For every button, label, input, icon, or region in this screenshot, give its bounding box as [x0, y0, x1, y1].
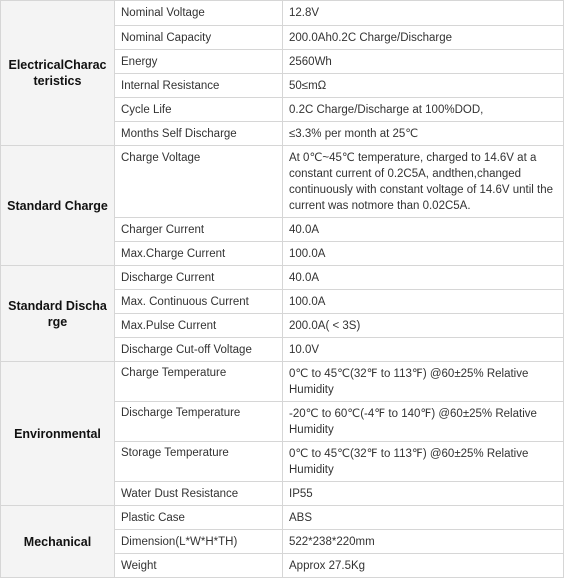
- param-cell: Charge Temperature: [115, 362, 283, 402]
- param-cell: Weight: [115, 554, 283, 578]
- param-cell: Max. Continuous Current: [115, 290, 283, 314]
- param-cell: Discharge Cut-off Voltage: [115, 338, 283, 362]
- value-cell: 40.0A: [283, 266, 564, 290]
- category-cell: Standard Discharge: [1, 266, 115, 362]
- value-cell: 200.0Ah0.2C Charge/Discharge: [283, 26, 564, 50]
- table-row: [1, 1, 564, 26]
- param-cell: Charger Current: [115, 218, 283, 242]
- value-cell: 0℃ to 45℃(32℉ to 113℉) @60±25% Relative Humidity: [283, 362, 564, 402]
- table-row: [1, 266, 564, 290]
- value-cell: 200.0A( < 3S): [283, 314, 564, 338]
- param-cell: Months Self Discharge: [115, 122, 283, 146]
- value-cell: 0.2C Charge/Discharge at 100%DOD,: [283, 98, 564, 122]
- table-row: [1, 146, 564, 218]
- param-cell: Energy: [115, 50, 283, 74]
- value-cell: IP55: [283, 482, 564, 506]
- param-cell: Charge Voltage: [115, 146, 283, 218]
- table-row: [1, 362, 564, 402]
- param-cell: Nominal Capacity: [115, 26, 283, 50]
- param-cell: Max.Charge Current: [115, 242, 283, 266]
- value-cell: Approx 27.5Kg: [283, 554, 564, 578]
- value-cell: ≤3.3% per month at 25℃: [283, 122, 564, 146]
- param-cell: Storage Temperature: [115, 442, 283, 482]
- value-cell: 10.0V: [283, 338, 564, 362]
- param-cell: Internal Resistance: [115, 74, 283, 98]
- value-cell: 522*238*220mm: [283, 530, 564, 554]
- value-cell: 0℃ to 45℃(32℉ to 113℉) @60±25% Relative Humidity: [283, 442, 564, 482]
- category-cell: Environmental: [1, 362, 115, 506]
- param-cell: Nominal Voltage: [115, 1, 283, 26]
- param-cell: Max.Pulse Current: [115, 314, 283, 338]
- param-cell: Dimension(L*W*H*TH): [115, 530, 283, 554]
- category-cell: Standard Charge: [1, 146, 115, 266]
- table-row: [1, 506, 564, 530]
- param-cell: Discharge Temperature: [115, 402, 283, 442]
- category-cell: ElectricalCharacteristics: [1, 1, 115, 146]
- value-cell: 50≤mΩ: [283, 74, 564, 98]
- value-cell: 100.0A: [283, 242, 564, 266]
- value-cell: -20℃ to 60℃(-4℉ to 140℉) @60±25% Relative Humidity: [283, 402, 564, 442]
- value-cell: At 0℃~45℃ temperature, charged to 14.6V at a constant current of 0.2C5A, andthen,changed continuously with constant voltage of 14.6V until the current was notmore than 0.02C5A.: [283, 146, 564, 218]
- param-cell: Cycle Life: [115, 98, 283, 122]
- param-cell: Plastic Case: [115, 506, 283, 530]
- value-cell: 40.0A: [283, 218, 564, 242]
- param-cell: Water Dust Resistance: [115, 482, 283, 506]
- value-cell: 100.0A: [283, 290, 564, 314]
- value-cell: 12.8V: [283, 1, 564, 26]
- category-cell: Mechanical: [1, 506, 115, 578]
- value-cell: 2560Wh: [283, 50, 564, 74]
- value-cell: ABS: [283, 506, 564, 530]
- param-cell: Discharge Current: [115, 266, 283, 290]
